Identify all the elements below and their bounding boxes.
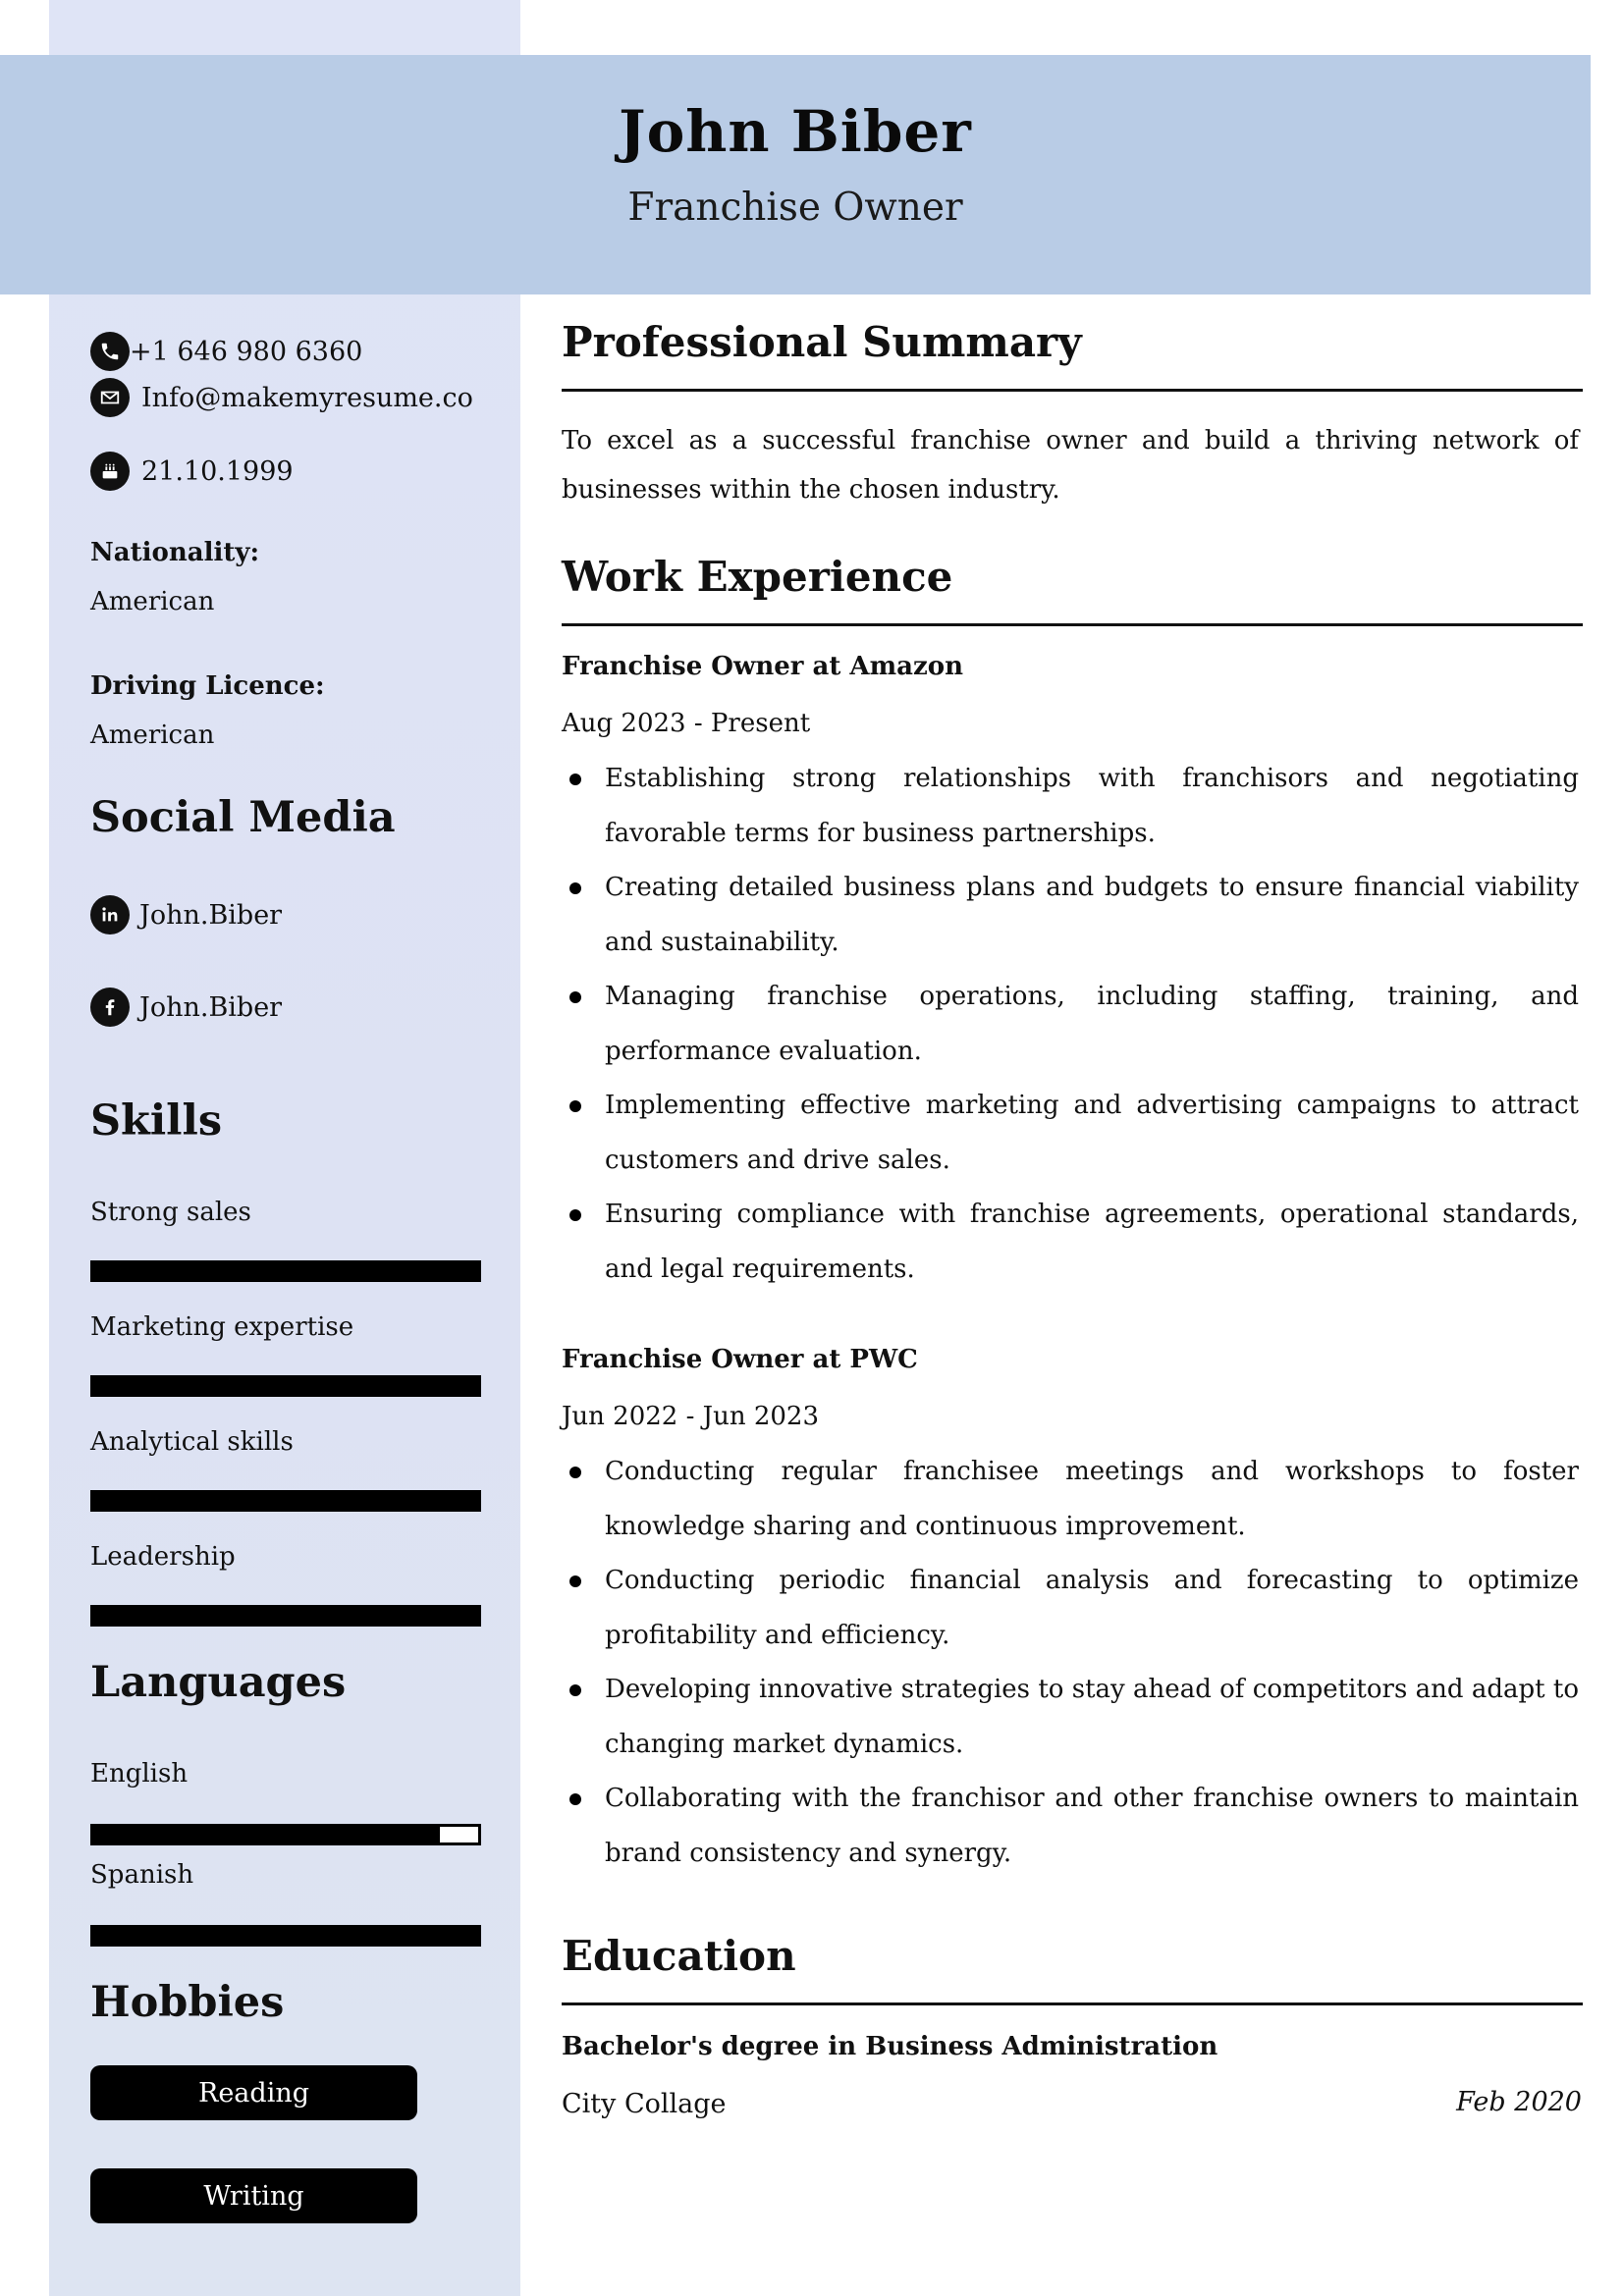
facebook-icon: [90, 988, 130, 1027]
social-heading: Social Media: [90, 793, 396, 842]
email-text: Info@makemyresume.co: [141, 382, 473, 413]
list-item: Managing franchise operations, including staffing, training, and performance evaluation.: [562, 970, 1579, 1079]
list-item: Implementing effective marketing and advertising campaigns to attract customers and drive sales.: [562, 1079, 1579, 1188]
language-level-fill: [93, 1827, 440, 1842]
job-dates: Aug 2023 - Present: [562, 709, 811, 738]
skill-level-bar: [90, 1605, 481, 1627]
job-title: Franchise Owner at Amazon: [562, 652, 963, 681]
list-item: Developing innovative strategies to stay ahead of competitors and adapt to changing market dynamics.: [562, 1663, 1579, 1772]
licence-label: Driving Licence:: [90, 671, 325, 701]
skill-level-bar: [90, 1375, 481, 1397]
list-item: Ensuring compliance with franchise agreements, operational standards, and legal requirements.: [562, 1188, 1579, 1297]
birthday-cake-icon: [90, 452, 130, 491]
language-level-bar: [90, 1925, 481, 1947]
skill-level-fill: [93, 1493, 478, 1509]
language-level-fill: [93, 1928, 478, 1944]
skill-label: Leadership: [90, 1542, 236, 1572]
job-bullets: [562, 752, 1579, 1297]
social-facebook[interactable]: [90, 988, 282, 1027]
section-divider: [562, 2002, 1583, 2005]
hobby-pill: Writing: [90, 2168, 417, 2223]
hobbies-heading: Hobbies: [90, 1978, 285, 2027]
skill-label: Analytical skills: [90, 1427, 294, 1457]
contact-email: [90, 378, 473, 417]
linkedin-icon: [90, 895, 130, 934]
languages-heading: Languages: [90, 1658, 347, 1707]
work-heading: Work Experience: [562, 553, 953, 601]
nationality-label: Nationality:: [90, 538, 260, 567]
language-label: Spanish: [90, 1860, 194, 1890]
education-date: Feb 2020: [1456, 2087, 1582, 2117]
language-level-bar: [90, 1824, 481, 1845]
nationality-value: American: [90, 587, 215, 616]
contact-birthdate: [90, 452, 294, 491]
job-title: Franchise Owner at PWC: [562, 1345, 918, 1374]
skills-heading: Skills: [90, 1096, 223, 1146]
social-linkedin[interactable]: [90, 895, 282, 934]
section-divider: [562, 389, 1583, 392]
section-divider: [562, 623, 1583, 626]
skill-label: Strong sales: [90, 1198, 251, 1227]
language-label: English: [90, 1759, 189, 1789]
list-item: Collaborating with the franchisor and other franchise owners to maintain brand consistency and synergy.: [562, 1772, 1579, 1881]
header-banner: [0, 55, 1591, 294]
email-icon: [90, 378, 130, 417]
education-degree: Bachelor's degree in Business Administration: [562, 2032, 1218, 2061]
phone-icon: [90, 332, 130, 371]
birthdate-text: 21.10.1999: [141, 455, 294, 487]
licence-value: American: [90, 721, 215, 750]
summary-heading: Professional Summary: [562, 318, 1082, 366]
list-item: Conducting regular franchisee meetings and workshops to foster knowledge sharing and continuous improvement.: [562, 1445, 1579, 1554]
list-item: Creating detailed business plans and budgets to ensure financial viability and sustainability.: [562, 861, 1579, 970]
candidate-title: Franchise Owner: [627, 186, 963, 230]
skill-level-bar: [90, 1260, 481, 1282]
skill-level-fill: [93, 1378, 478, 1394]
list-item: Conducting periodic financial analysis and forecasting to optimize profitability and efficiency.: [562, 1554, 1579, 1663]
education-heading: Education: [562, 1932, 796, 1980]
contact-phone: [90, 332, 362, 371]
education-school: City Collage: [562, 2089, 727, 2119]
skill-level-fill: [93, 1263, 478, 1279]
linkedin-text: John.Biber: [139, 899, 283, 931]
skill-level-fill: [93, 1608, 478, 1624]
phone-text: +1 646 980 6360: [130, 336, 363, 367]
skill-level-bar: [90, 1490, 481, 1512]
facebook-text: John.Biber: [139, 991, 283, 1023]
skill-label: Marketing expertise: [90, 1312, 354, 1342]
job-dates: Jun 2022 - Jun 2023: [562, 1402, 820, 1431]
list-item: Establishing strong relationships with franchisors and negotiating favorable terms for business partnerships.: [562, 752, 1579, 861]
summary-text: To excel as a successful franchise owner and build a thriving network of businesses within the chosen industry.: [562, 426, 1579, 505]
candidate-name: John Biber: [619, 98, 972, 165]
hobby-pill: Reading: [90, 2065, 417, 2120]
job-bullets: [562, 1445, 1579, 1881]
